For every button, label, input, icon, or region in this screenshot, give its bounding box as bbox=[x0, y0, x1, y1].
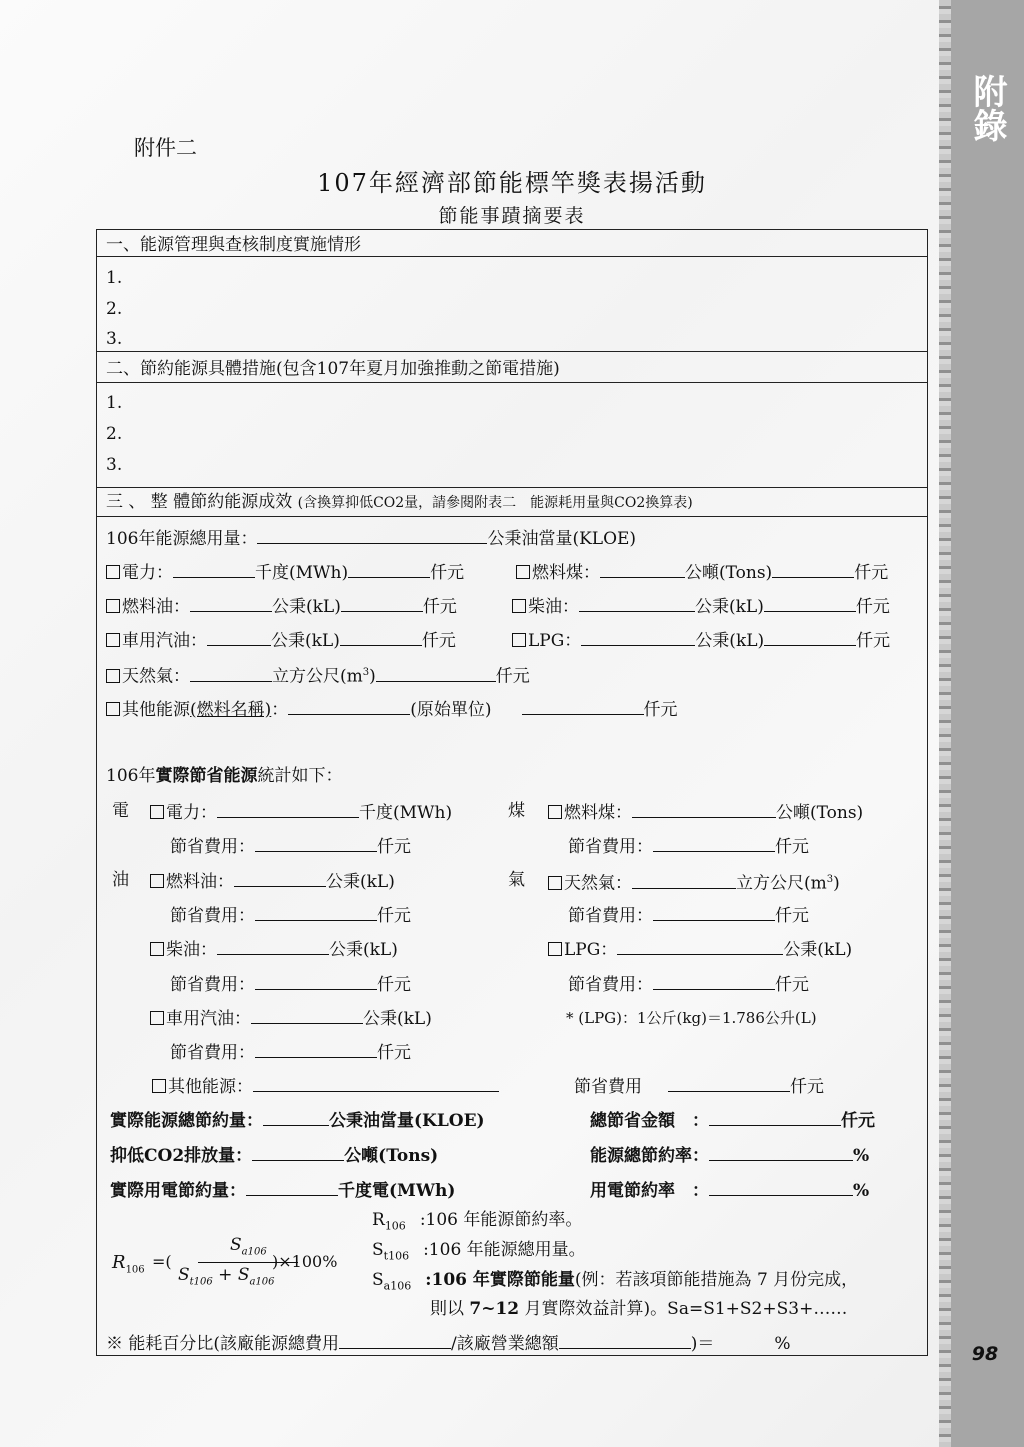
diesel-label: 柴油： bbox=[528, 597, 579, 617]
saving-coal-row bbox=[548, 801, 863, 823]
ratio-end: )＝ bbox=[690, 1334, 715, 1354]
saving-cost-row bbox=[170, 1041, 411, 1063]
divider bbox=[96, 382, 928, 383]
kl-unit: 公秉(kL) bbox=[695, 631, 765, 651]
form-subtitle: 節能事蹟摘要表 bbox=[438, 205, 586, 227]
def-calc-note: 則以 7~12 月實際效益計算)。Sa=S1+S2+S3+…… bbox=[430, 1299, 848, 1319]
savings-intro-tail: 統計如下： bbox=[257, 766, 343, 786]
gasoline-checkbox[interactable] bbox=[106, 633, 120, 647]
other-energy-label: 其他能源 bbox=[122, 700, 190, 720]
saving-cost-row bbox=[568, 835, 809, 857]
ratio-prefix: ※ 能耗百分比(該廠能源總費用 bbox=[106, 1334, 340, 1354]
energy-rate-label: 能源總節約率： bbox=[590, 1146, 709, 1166]
category-electric: 電 bbox=[112, 801, 129, 821]
saving-lpg-checkbox[interactable] bbox=[548, 942, 562, 956]
saving-cost-field[interactable] bbox=[255, 835, 377, 852]
savings-rate-formula bbox=[112, 1235, 352, 1295]
saving-electricity-row bbox=[150, 801, 452, 823]
category-coal: 煤 bbox=[508, 801, 525, 821]
total-usage-label: 106年能源總用量： bbox=[106, 529, 258, 549]
formula-tail: )×100% bbox=[272, 1252, 338, 1271]
lpg-label: LPG： bbox=[564, 940, 618, 960]
list-item: 3. bbox=[106, 455, 123, 475]
formula-r: $R_{106}$ bbox=[112, 1252, 145, 1276]
natural-gas-label: 天然氣： bbox=[564, 873, 632, 894]
appendix-tab-label: 附錄 bbox=[967, 74, 1007, 142]
saving-cost-field[interactable] bbox=[653, 904, 775, 921]
energy-rate-field[interactable] bbox=[709, 1144, 853, 1161]
percent-sign: % bbox=[774, 1334, 791, 1354]
total-revenue-field[interactable] bbox=[559, 1332, 691, 1349]
kl-unit: 公秉(kL) bbox=[329, 940, 398, 960]
section3-heading bbox=[106, 492, 693, 513]
elec-rate-row bbox=[590, 1179, 869, 1201]
energy-cost-ratio-row bbox=[106, 1332, 791, 1354]
co2-field[interactable] bbox=[252, 1144, 344, 1161]
coal-label: 燃料煤： bbox=[532, 563, 600, 583]
fuel-oil-cost-field[interactable] bbox=[341, 595, 423, 612]
saving-diesel-field[interactable] bbox=[217, 938, 329, 955]
currency-unit: 仟元 bbox=[430, 563, 465, 583]
section2-heading: 二、節約能源具體措施(包含107年夏月加強推動之節電措施) bbox=[106, 359, 560, 379]
coal-unit: 公噸(Tons) bbox=[685, 563, 773, 583]
currency-unit: 仟元 bbox=[422, 597, 457, 617]
diesel-cost-field[interactable] bbox=[764, 595, 856, 612]
divider bbox=[96, 351, 928, 352]
sum-energy-label: 實際能源總節約量： bbox=[110, 1111, 263, 1131]
saving-other-row bbox=[152, 1075, 499, 1097]
currency-unit: 仟元 bbox=[775, 837, 809, 857]
electricity-checkbox[interactable] bbox=[106, 565, 120, 579]
list-item: 3. bbox=[106, 329, 123, 349]
saving-cost-row bbox=[568, 973, 809, 995]
saving-cost-field[interactable] bbox=[668, 1075, 790, 1092]
category-gas: 氣 bbox=[508, 870, 525, 890]
saving-natural-gas-row: 天然氣： 立方公尺$(m^3)$ bbox=[548, 870, 840, 894]
total-usage-row bbox=[106, 527, 636, 549]
saving-cost-field[interactable] bbox=[255, 973, 377, 990]
saving-other-checkbox[interactable] bbox=[152, 1079, 166, 1093]
kl-unit: 公秉(kL) bbox=[271, 631, 340, 651]
diesel-checkbox[interactable] bbox=[512, 599, 526, 613]
colon: ： bbox=[236, 1077, 253, 1097]
original-unit-label: (原始單位) bbox=[410, 700, 492, 720]
currency-unit: 仟元 bbox=[377, 1043, 411, 1063]
currency-unit: 仟元 bbox=[841, 1111, 875, 1131]
fuel-oil-row bbox=[106, 595, 457, 617]
saving-lpg-field[interactable] bbox=[617, 938, 783, 955]
electricity-label: 電力： bbox=[166, 803, 217, 823]
currency-unit: 仟元 bbox=[495, 666, 530, 687]
lpg-conversion-note: * (LPG)：1公斤(kg)＝1.786公升(L) bbox=[566, 1009, 817, 1027]
colon: ： bbox=[271, 700, 289, 720]
currency-unit: 仟元 bbox=[856, 631, 891, 651]
fuel-oil-label: 燃料油： bbox=[166, 872, 234, 892]
kl-unit: 公秉(kL) bbox=[272, 597, 341, 617]
lpg-label: LPG： bbox=[528, 631, 582, 651]
other-energy-label: 其他能源 bbox=[168, 1077, 236, 1097]
electricity-row bbox=[106, 561, 464, 583]
saving-electricity-field[interactable] bbox=[217, 801, 359, 818]
saving-cost-label: 節省費用： bbox=[170, 1043, 255, 1063]
fuel-oil-amount-field[interactable] bbox=[190, 595, 272, 612]
coal-row bbox=[516, 561, 888, 583]
gasoline-cost-field[interactable] bbox=[340, 629, 422, 646]
elec-save-unit: 千度電(MWh) bbox=[338, 1181, 456, 1201]
kl-unit: 公秉(kL) bbox=[695, 597, 764, 617]
saving-cost-field[interactable] bbox=[255, 1041, 377, 1058]
fuel-name-label: (燃料名稱) bbox=[190, 700, 272, 720]
saving-fuel-oil-checkbox[interactable] bbox=[150, 874, 164, 888]
saving-cost-field[interactable] bbox=[255, 904, 377, 921]
savings-intro-bold: 實際節省能源 bbox=[155, 766, 258, 786]
sum-energy-field[interactable] bbox=[263, 1109, 329, 1126]
currency-unit: 仟元 bbox=[421, 631, 456, 651]
elec-save-label: 實際用電節約量： bbox=[110, 1181, 246, 1201]
fuel-oil-label: 燃料油： bbox=[122, 597, 190, 617]
sum-energy-unit: 公秉油當量(KLOE) bbox=[329, 1111, 485, 1131]
page-number: 98 bbox=[971, 1343, 999, 1365]
other-energy-row bbox=[106, 698, 678, 720]
other-energy-checkbox[interactable] bbox=[106, 702, 120, 716]
electricity-label: 電力： bbox=[122, 563, 173, 583]
saving-gasoline-field[interactable] bbox=[251, 1007, 363, 1024]
kl-unit: 公秉(kL) bbox=[363, 1009, 432, 1029]
natural-gas-row: 天然氣： 立方公尺$(m^3)$ 仟元 bbox=[106, 663, 530, 687]
formula-numerator: $S_{a106}$ bbox=[230, 1235, 267, 1258]
category-oil: 油 bbox=[112, 870, 129, 890]
saving-cost-label: 節省費用： bbox=[568, 906, 653, 926]
lpg-cost-field[interactable] bbox=[764, 629, 856, 646]
diesel-row bbox=[512, 595, 890, 617]
saving-cost-label: 節省費用 bbox=[574, 1077, 642, 1097]
elec-rate-field[interactable] bbox=[709, 1179, 853, 1196]
percent-sign: % bbox=[853, 1181, 870, 1201]
sum-money-field[interactable] bbox=[709, 1109, 841, 1126]
kl-unit: 公秉(kL) bbox=[783, 940, 853, 960]
saving-coal-field[interactable] bbox=[632, 801, 776, 818]
sum-money-label: 總節省金額 ： bbox=[590, 1111, 709, 1131]
other-energy-cost-field[interactable] bbox=[522, 698, 644, 715]
divider bbox=[96, 487, 928, 488]
co2-row bbox=[110, 1144, 438, 1166]
saving-cost-label: 節省費用： bbox=[170, 975, 255, 995]
currency-unit: 仟元 bbox=[775, 975, 809, 995]
saving-natural-gas-checkbox[interactable] bbox=[548, 876, 562, 890]
saving-cost-row bbox=[568, 904, 809, 926]
other-energy-amount-field[interactable] bbox=[288, 698, 410, 715]
currency-unit: 仟元 bbox=[854, 563, 889, 583]
saving-cost-label: 節省費用： bbox=[568, 975, 653, 995]
def-st106: $S_{t106}$ :106 年能源總用量。 bbox=[372, 1240, 586, 1263]
co2-unit: 公噸(Tons) bbox=[344, 1146, 439, 1166]
co2-label: 抑低CO2排放量： bbox=[110, 1146, 253, 1166]
saving-other-field[interactable] bbox=[253, 1075, 499, 1092]
electricity-unit: 千度(MWh) bbox=[359, 803, 453, 823]
section3-heading-note: (含換算抑低CO2量，請參閱附表二 能源耗用量與CO2換算表) bbox=[297, 495, 693, 511]
saving-cost-field[interactable] bbox=[653, 973, 775, 990]
ratio-mid: /該廠營業總額 bbox=[451, 1334, 559, 1354]
gasoline-label: 車用汽油： bbox=[122, 631, 207, 651]
electricity-cost-field[interactable] bbox=[348, 561, 430, 578]
coal-checkbox[interactable] bbox=[516, 565, 530, 579]
section1-heading: 一、能源管理與查核制度實施情形 bbox=[106, 235, 361, 255]
def-r106: $R_{106}$ :106 年能源節約率。 bbox=[372, 1210, 583, 1233]
list-item: 1. bbox=[106, 393, 123, 413]
natural-gas-unit: 立方公尺(m bbox=[272, 666, 363, 687]
currency-unit: 仟元 bbox=[790, 1077, 824, 1097]
saving-diesel-row bbox=[150, 938, 398, 960]
section3-heading-text: 三 、 整 體節約能源成效 bbox=[106, 492, 293, 512]
sum-money-row bbox=[590, 1109, 875, 1131]
total-energy-cost-field[interactable] bbox=[339, 1332, 451, 1349]
currency-unit: 仟元 bbox=[377, 906, 411, 926]
currency-unit: 仟元 bbox=[377, 837, 411, 857]
natural-gas-cost-field[interactable] bbox=[376, 665, 496, 682]
kl-unit: 公秉(kL) bbox=[326, 872, 395, 892]
natural-gas-amount-field[interactable] bbox=[190, 665, 272, 682]
saving-lpg-row bbox=[548, 938, 852, 960]
percent-sign: % bbox=[853, 1146, 870, 1166]
savings-intro-year: 106年 bbox=[106, 766, 156, 786]
fuel-oil-checkbox[interactable] bbox=[106, 599, 120, 613]
saving-electricity-checkbox[interactable] bbox=[150, 805, 164, 819]
formula-denominator: $S_{t106} + S_{a106}$ bbox=[178, 1265, 275, 1288]
lpg-amount-field[interactable] bbox=[581, 629, 695, 646]
saving-cost-label: 節省費用： bbox=[170, 837, 255, 857]
currency-unit: 仟元 bbox=[377, 975, 411, 995]
elec-rate-label: 用電節約率 ： bbox=[590, 1181, 709, 1201]
list-item: 2. bbox=[106, 424, 123, 444]
def-sa106: $S_{a106}$ :106 年實際節能量(例：若該項節能措施為 7 月份完成， bbox=[372, 1270, 859, 1293]
gasoline-label: 車用汽油： bbox=[166, 1009, 251, 1029]
currency-unit: 仟元 bbox=[643, 700, 678, 720]
coal-label: 燃料煤： bbox=[564, 803, 632, 823]
coal-unit: 公噸(Tons) bbox=[776, 803, 864, 823]
saving-natural-gas-field[interactable] bbox=[632, 872, 736, 889]
list-item: 1. bbox=[106, 268, 123, 288]
lpg-row bbox=[512, 629, 890, 651]
saving-coal-checkbox[interactable] bbox=[548, 805, 562, 819]
gasoline-amount-field[interactable] bbox=[207, 629, 271, 646]
saving-fuel-oil-field[interactable] bbox=[234, 870, 326, 887]
currency-unit: 仟元 bbox=[775, 906, 809, 926]
natural-gas-unit: 立方公尺(m bbox=[736, 873, 827, 894]
list-item: 2. bbox=[106, 299, 123, 319]
saving-cost-label: 節省費用： bbox=[170, 906, 255, 926]
total-usage-unit: 公秉油當量(KLOE) bbox=[487, 529, 637, 549]
electricity-amount-field[interactable] bbox=[173, 561, 255, 578]
saving-cost-field[interactable] bbox=[653, 835, 775, 852]
electricity-unit: 千度(MWh) bbox=[255, 563, 349, 583]
currency-unit: 仟元 bbox=[855, 597, 890, 617]
gasoline-row bbox=[106, 629, 456, 651]
saving-gasoline-checkbox[interactable] bbox=[150, 1011, 164, 1025]
divider bbox=[96, 256, 928, 257]
saving-other-cost-row bbox=[574, 1075, 824, 1097]
coal-cost-field[interactable] bbox=[772, 561, 854, 578]
saving-cost-row bbox=[170, 973, 411, 995]
elec-save-row bbox=[110, 1179, 455, 1201]
formula-eq: =( bbox=[152, 1252, 172, 1271]
saving-diesel-checkbox[interactable] bbox=[150, 942, 164, 956]
form-title: 107年經濟部節能標竿獎表揚活動 bbox=[317, 169, 707, 197]
saving-cost-label: 節省費用： bbox=[568, 837, 653, 857]
lpg-checkbox[interactable] bbox=[512, 633, 526, 647]
saving-cost-row bbox=[170, 904, 411, 926]
natural-gas-label: 天然氣： bbox=[122, 666, 190, 687]
attachment-label: 附件二 bbox=[134, 136, 197, 160]
total-usage-field[interactable] bbox=[257, 527, 487, 544]
elec-save-field[interactable] bbox=[246, 1179, 338, 1196]
saving-fuel-oil-row bbox=[150, 870, 395, 892]
energy-rate-row bbox=[590, 1144, 869, 1166]
saving-gasoline-row bbox=[150, 1007, 432, 1029]
natural-gas-checkbox[interactable] bbox=[106, 669, 120, 683]
divider bbox=[96, 516, 928, 517]
diesel-label: 柴油： bbox=[166, 940, 217, 960]
diesel-amount-field[interactable] bbox=[579, 595, 695, 612]
coal-amount-field[interactable] bbox=[600, 561, 685, 578]
savings-intro bbox=[106, 766, 342, 786]
saving-cost-row bbox=[170, 835, 411, 857]
sum-energy-row bbox=[110, 1109, 485, 1131]
